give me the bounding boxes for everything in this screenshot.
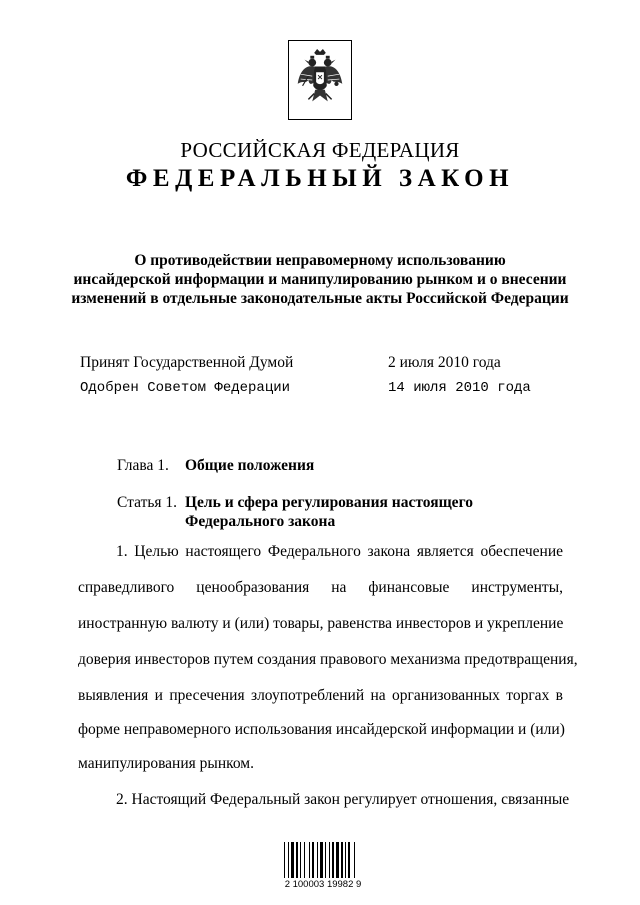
adoption-duma-label: Принят Государственной Думой <box>80 354 294 371</box>
law-title-line: изменений в отдельные законодательные акты Российской Федерации <box>71 290 569 307</box>
paragraph-line: 2. Настоящий Федеральный закон регулирует отношения, связанные <box>116 791 570 808</box>
barcode-bar <box>296 842 298 878</box>
barcode <box>283 840 363 880</box>
adoption-federation-council <box>80 380 530 402</box>
barcode-bar <box>317 842 318 878</box>
barcode-bar <box>291 842 294 878</box>
adoption-duma-date: 2 июля 2010 года <box>388 354 501 371</box>
paragraph-line: форме неправомерного использования инсайдерской информации и (или) <box>78 721 565 738</box>
article-title <box>185 493 515 531</box>
barcode-bar <box>312 842 314 878</box>
adoption-duma <box>80 354 530 376</box>
article-title-line: Федерального закона <box>185 513 336 530</box>
chapter-number: Глава 1. <box>117 457 169 474</box>
barcode-icon <box>283 840 363 880</box>
barcode-bar <box>332 842 334 878</box>
paragraph-line: иностранную валюту и (или) товары, равенства инвесторов и укрепление <box>78 615 564 632</box>
paragraph-line: 1. Целью настоящего Федерального закона является обеспечение <box>116 543 563 560</box>
barcode-bar <box>288 842 289 878</box>
coat-of-arms-emblem <box>288 40 352 120</box>
barcode-bar <box>348 842 350 878</box>
barcode-bar <box>341 842 343 878</box>
barcode-bar <box>300 842 301 878</box>
barcode-bar <box>345 842 346 878</box>
barcode-bar <box>354 842 355 878</box>
barcode-bar <box>320 842 323 878</box>
law-title-line: О противодействии неправомерному использованию <box>134 252 506 269</box>
barcode-bar <box>304 842 305 878</box>
chapter-heading <box>117 457 314 475</box>
adoption-council-date: 14 июля 2010 года <box>388 380 531 396</box>
paragraph-line: манипулирования рынком. <box>78 755 254 772</box>
chapter-title: Общие положения <box>185 457 315 474</box>
article-title-line: Цель и сфера регулирования настоящего <box>185 494 473 511</box>
paragraph-line: выявления и пресечения злоупотреблений на организованных торгах в <box>78 687 563 704</box>
paragraph-line: доверия инвесторов путем создания правового механизма предотвращения, <box>78 651 578 668</box>
article-number: Статья 1. <box>117 494 178 511</box>
barcode-number: 2 100003 19982 9 <box>284 879 362 890</box>
barcode-bar <box>329 842 330 878</box>
barcode-bar <box>336 842 339 878</box>
barcode-bar <box>325 842 326 878</box>
law-title-line: инсайдерской информации и манипулированию рынком и о внесении <box>73 271 567 288</box>
country-name: РОССИЙСКАЯ ФЕДЕРАЦИЯ <box>180 138 460 162</box>
paragraph-line: справедливого ценообразования на финансовые инструменты, <box>78 579 563 596</box>
barcode-bar <box>309 842 310 878</box>
double-headed-eagle-icon <box>289 41 351 119</box>
adoption-council-label: Одобрен Советом Федерации <box>80 380 291 396</box>
barcode-bar <box>284 842 285 878</box>
law-title <box>40 251 600 308</box>
document-type: ФЕДЕРАЛЬНЫЙ ЗАКОН <box>125 165 515 192</box>
